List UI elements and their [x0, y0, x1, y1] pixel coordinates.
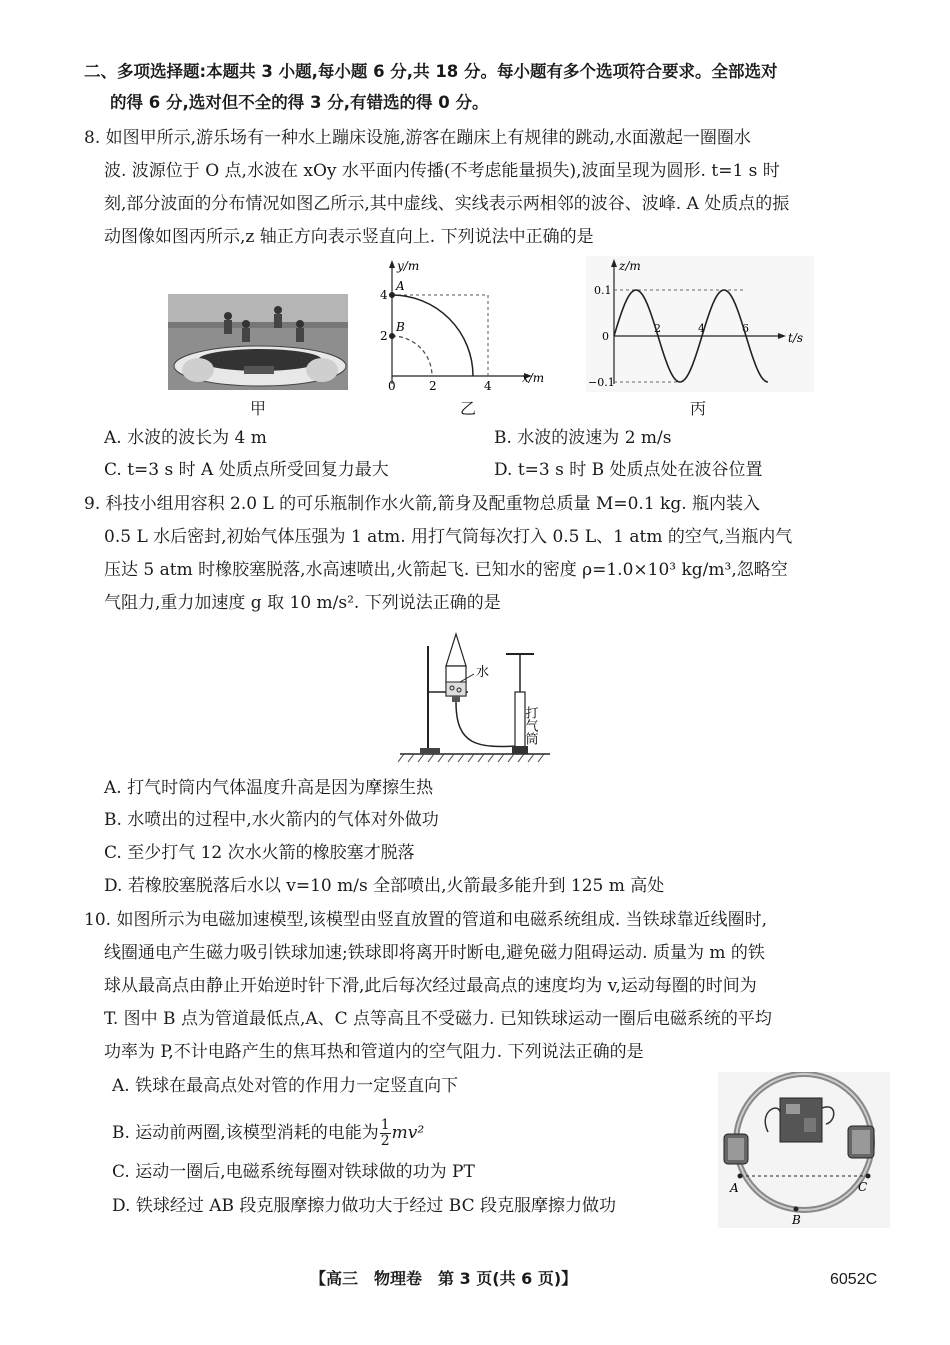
q8-option-d[interactable]: D. t=3 s 时 B 处质点处在波谷位置 [494, 460, 763, 480]
q9-option-b[interactable]: B. 水喷出的过程中,水火箭内的气体对外做功 [104, 810, 439, 830]
caption-yi: 乙 [459, 399, 476, 418]
q10-option-b[interactable] [112, 1118, 424, 1149]
trough-arc [392, 336, 432, 376]
section-title: 二、多项选择题:本题共 3 小题,每小题 6 分,共 18 分。每小题有多个选项符合要求。全部选对 [84, 62, 778, 81]
y-tick-label: 0 [602, 330, 609, 343]
y-tick-4: 4 [380, 288, 388, 302]
caption-bing: 丙 [689, 399, 706, 418]
paper-code: 6052C [830, 1271, 878, 1288]
q10-text-4: T. 图中 B 点为管道最低点,A、C 点等高且不受磁力. 已知铁球运动一圈后电磁系统的平均 [104, 1009, 772, 1029]
x-tick-label: 2 [654, 322, 661, 335]
q10-option-c[interactable]: C. 运动一圈后,电磁系统每圈对铁球做的功为 PT [112, 1162, 475, 1182]
crest-arc [392, 295, 473, 376]
q10-text-5: 功率为 P,不计电路产生的焦耳热和管道内的空气阻力. 下列说法正确的是 [104, 1042, 644, 1062]
y-arrow [389, 260, 395, 268]
label-c: C [858, 1180, 868, 1194]
fraction-den: 2 [380, 1133, 390, 1149]
q9-option-d[interactable]: D. 若橡胶塞脱落后水以 v=10 m/s 全部喷出,火箭最多能升到 125 m 高处 [104, 876, 665, 896]
label-b: B [396, 320, 405, 334]
pump-label: 打气筒 [522, 706, 538, 745]
x-axis-label: x/m [522, 371, 545, 385]
x-tick-label: 6 [742, 322, 749, 335]
trampoline-photo [168, 294, 348, 390]
x-tick-label: 4 [698, 322, 705, 335]
q10-option-d[interactable]: D. 铁球经过 AB 段克服摩擦力做功大于经过 BC 段克服摩擦力做功 [112, 1196, 617, 1216]
caption-jia: 甲 [249, 399, 266, 418]
fraction-num: 1 [380, 1117, 390, 1133]
x-tick-2: 2 [429, 379, 437, 393]
q9-text-2: 0.5 L 水后密封,初始气体压强为 1 atm. 用打气筒每次打入 0.5 L、1 atm 的空气,当瓶内气 [104, 527, 793, 547]
section-title-cont: 的得 6 分,选对但不全的得 3 分,有错选的得 0 分。 [110, 93, 489, 112]
fraction [380, 1118, 391, 1149]
x-tick-4: 4 [484, 379, 492, 393]
y-axis-label: y/m [397, 259, 420, 273]
q8-text-4: 动图像如图丙所示,z 轴正方向表示竖直向上. 下列说法中正确的是 [104, 227, 594, 247]
q9-text-3: 压达 5 atm 时橡胶塞脱落,水高速喷出,火箭起飞. 已知水的密度 ρ=1.0×10³ kg/m³,忽略空 [104, 560, 788, 580]
x-tick-0: 0 [388, 379, 396, 393]
q9-text-1: 9. 科技小组用容积 2.0 L 的可乐瓶制作水火箭,箭身及配重物总质量 M=0.1 kg. 瓶内装入 [84, 494, 761, 514]
point-a [389, 292, 395, 298]
q10-option-a[interactable]: A. 铁球在最高点处对管的作用力一定竖直向下 [112, 1076, 459, 1096]
q8-option-c[interactable]: C. t=3 s 时 A 处质点所受回复力最大 [104, 460, 389, 480]
water-label: 水 [476, 665, 490, 680]
electromagnetic-model-figure [718, 1072, 890, 1228]
y-tick-label: 0.1 [594, 284, 612, 297]
z-axis-label: z/m [619, 259, 641, 273]
q10-option-b-formula: mv² [391, 1123, 425, 1143]
y-tick-label: −0.1 [588, 376, 615, 389]
q9-text-4: 气阻力,重力加速度 g 取 10 m/s². 下列说法正确的是 [104, 593, 501, 613]
q9-option-c[interactable]: C. 至少打气 12 次水火箭的橡胶塞才脱落 [104, 843, 415, 863]
water-rocket-figure [398, 626, 558, 766]
y-tick-2: 2 [380, 329, 388, 343]
q9-option-a[interactable]: A. 打气时筒内气体温度升高是因为摩擦生热 [104, 778, 434, 798]
q8-text-1: 8. 如图甲所示,游乐场有一种水上蹦床设施,游客在蹦床上有规律的跳动,水面激起一圈圈水 [84, 128, 751, 148]
t-axis-label: t/s [788, 331, 804, 345]
label-a: A [396, 279, 405, 293]
vibration-chart [586, 256, 814, 392]
q8-text-3: 刻,部分波面的分布情况如图乙所示,其中虚线、实线表示两相邻的波谷、波峰. A 处质点的振 [104, 194, 790, 214]
q8-text-2: 波. 波源位于 O 点,水波在 xOy 水平面内传播(不考虑能量损失),波面呈现为圆形. t=1 s 时 [104, 161, 780, 181]
point-b [389, 333, 395, 339]
q10-text-2: 线圈通电产生磁力吸引铁球加速;铁球即将离开时断电,避免磁力阻碍运动. 质量为 m 的铁 [104, 943, 765, 963]
label-b: B [792, 1213, 801, 1227]
q10-text-1: 10. 如图所示为电磁加速模型,该模型由竖直放置的管道和电磁系统组成. 当铁球靠近线圈时, [84, 910, 768, 930]
q8-option-b[interactable]: B. 水波的波速为 2 m/s [494, 428, 672, 448]
wave-front-figure [368, 258, 558, 396]
q10-text-3: 球从最高点由静止开始逆时针下滑,此后每次经过最高点的速度均为 v,运动每圈的时间为 [104, 976, 757, 996]
page-footer: 【高三 物理卷 第 3 页(共 6 页)】 [310, 1269, 578, 1288]
label-a: A [730, 1181, 739, 1195]
q8-option-a[interactable]: A. 水波的波长为 4 m [104, 428, 267, 448]
q10-option-b-text: B. 运动前两圈,该模型消耗的电能为 [112, 1123, 379, 1143]
